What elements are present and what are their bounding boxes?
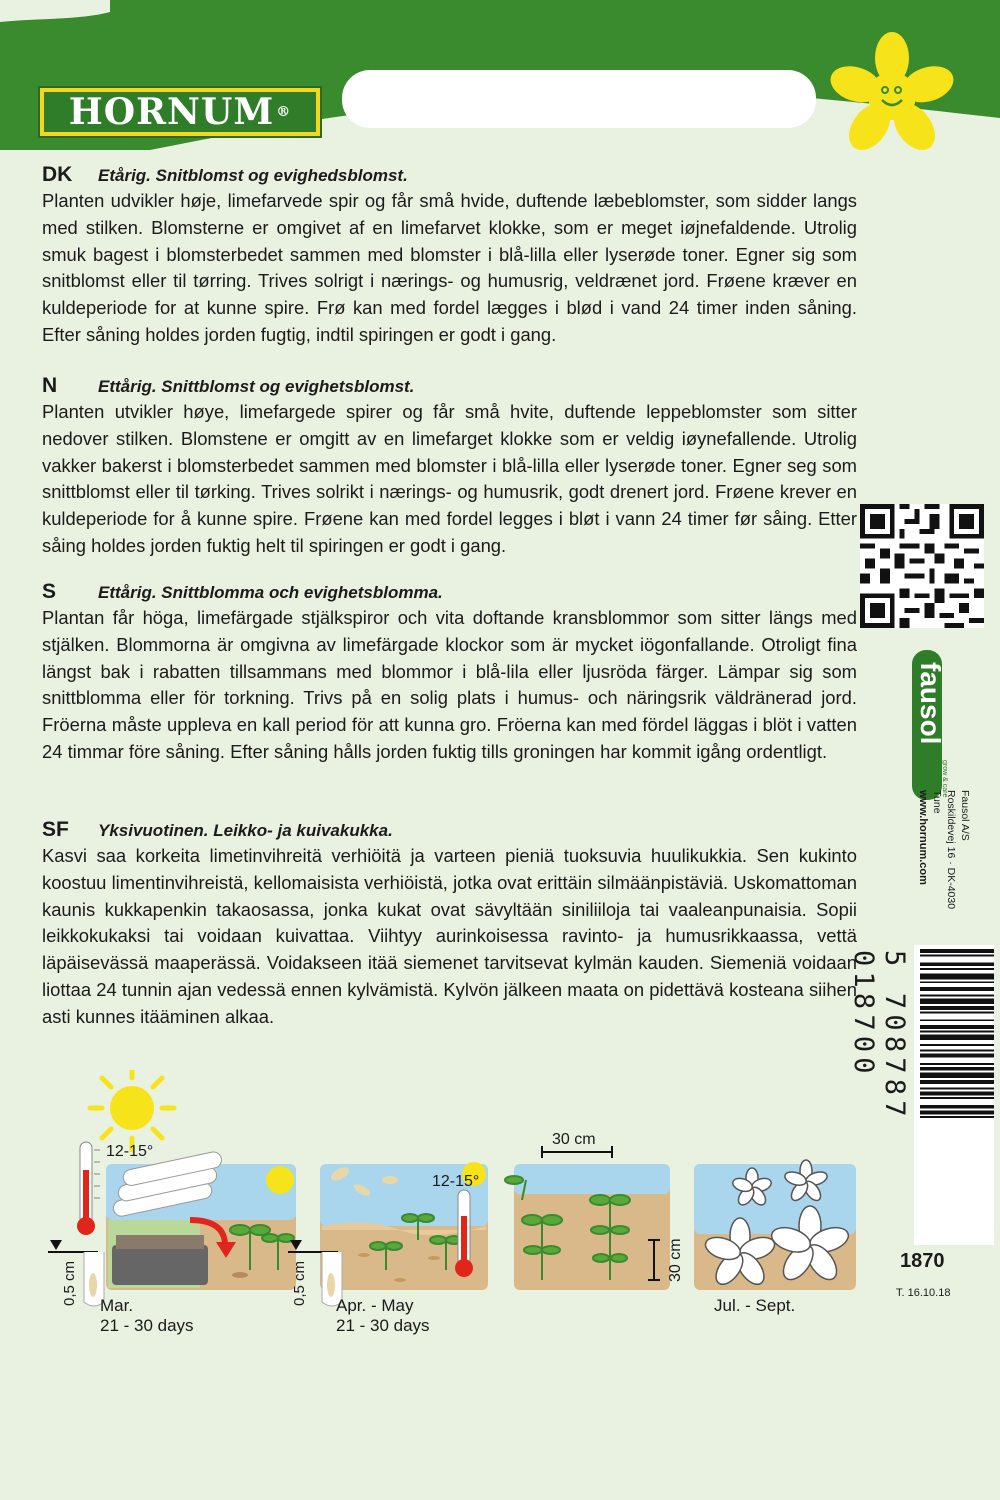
barcode-digits-container: [848, 950, 910, 1250]
barcode-bar: [920, 1019, 994, 1021]
address-url: www.hornum.com: [917, 790, 929, 885]
barcode-bar: [920, 1031, 994, 1033]
barcode-bar: [920, 1067, 994, 1071]
step3-thinning: [505, 1146, 670, 1290]
temperature-label-2: 12-15°: [432, 1173, 480, 1190]
barcode-bar: [920, 968, 994, 970]
brand-name: HORNUM: [68, 91, 275, 133]
smiling-flower-icon: [820, 30, 970, 160]
barcode-bar: [920, 1012, 994, 1014]
sun-icon: [90, 1070, 174, 1150]
barcode-digits: 5 708787 018700: [848, 950, 910, 1122]
barcode-bar: [920, 962, 994, 966]
barcode-bar: [920, 974, 994, 980]
section-body: Planten udvikler høje, limefarvede spir og får små hvide, duftende læbeblomster, som sidder langs med stilken. Blomsterne er omgivet af en limefarvet klokke, som er meget iøjnefaldende. Utrolig smuk bagest i blomsterbedet sammen med blomster i blå-lilla eller lyserøde toner. Egner sig som snitblomst eller til tørring. Trives solrigt i nærings- og humusrig, veldrænet jord. Frøene kræver en kuldeperiode for at kunne spire. Frø kan med fordel lægges i blød i vand 24 timer inden såning. Efter såning holdes jorden fugtig, indtil spiringen er godt i gang.: [42, 190, 857, 345]
barcode-bar: [920, 995, 994, 997]
fausol-tagline: grow & care: [941, 760, 948, 798]
barcode-bar: [920, 1105, 994, 1109]
barcode-bar: [920, 998, 994, 1004]
qr-code: [860, 504, 984, 628]
section-subtitle: Ettårig. Snittblomst og evighetsblomst.: [98, 377, 415, 396]
lang-code: S: [42, 580, 57, 603]
print-date: T. 16.10.18: [896, 1287, 951, 1299]
thermometer-icon: [77, 1142, 100, 1235]
fausol-logo: [908, 650, 948, 800]
thermometer-icon: [455, 1190, 473, 1277]
section-body: Planten utvikler høye, limefargede spirer og får små hvite, duftende leppeblomster som sitter nedover stilken. Blomstene er omgitt av en limefarget klokke som er veldig iøynefallende. Utrolig vakker bakerst i blomsterbedet sammen med blomster i blå-lilla eller lyserøde toner. Egner seg som snittblomst eller til tørking. Trives solrikt i nærings- og humusrik, godt drenert jord. Frøene krever en kuldeperiode for å kunne spire. Frøene kan med fordel legges i bløt i vann 24 timer før såing. Etter såing holdes jorden fuktig helt til spiringen er godt i gang.: [42, 401, 857, 556]
fausol-wordmark: fausol: [915, 662, 946, 745]
barcode-bar: [920, 1080, 994, 1084]
step4-month: Jul. - Sept.: [714, 1296, 796, 1315]
barcode-bar: [920, 1035, 994, 1041]
barcode-bar: [920, 1063, 994, 1065]
depth-label-2: 0,5 cm: [291, 1260, 308, 1306]
step2-caption: [336, 1296, 430, 1336]
step4-flowering: [694, 1160, 856, 1290]
section-dk: [42, 163, 857, 349]
spacing-side-label: 30 cm: [667, 1238, 684, 1282]
address-street: Roskildevej 16 · DK-4030 Tune: [931, 790, 957, 910]
step2-days: 21 - 30 days: [336, 1316, 430, 1335]
barcode-bar: [920, 949, 994, 953]
barcode-bar: [920, 1097, 994, 1099]
depth-label-1: 0,5 cm: [61, 1260, 78, 1306]
barcode-bar: [920, 1088, 994, 1090]
spacing-top-label: 30 cm: [552, 1131, 596, 1148]
lang-code: SF: [42, 818, 69, 841]
barcode-bar: [920, 1006, 994, 1010]
barcode-bar: [920, 1050, 994, 1052]
address-company: Fausol A/S: [959, 790, 971, 841]
section-subtitle: Ettårig. Snittblomma och evighetsblomma.: [98, 583, 443, 602]
product-code: 1870: [900, 1250, 945, 1272]
step1-indoor-sowing: [106, 1150, 296, 1290]
step2-month: Apr. - May: [336, 1296, 414, 1315]
lang-code: N: [42, 374, 58, 397]
section-n: [42, 374, 857, 560]
section-sf: [42, 818, 857, 1031]
hornum-logo: [38, 86, 322, 138]
section-subtitle: Etårig. Snitblomst og evighedsblomst.: [98, 166, 408, 185]
barcode-bar: [920, 987, 994, 991]
lang-code: DK: [42, 163, 73, 186]
barcode-bar: [920, 1044, 994, 1046]
barcode-bar: [920, 1116, 994, 1118]
section-subtitle: Yksivuotinen. Leikko- ja kuivakukka.: [98, 821, 393, 840]
registered-mark: ®: [276, 104, 292, 120]
step4-caption: [714, 1296, 795, 1316]
step1-month: Mar.: [100, 1296, 134, 1315]
barcode-bar: [920, 955, 994, 957]
section-body: Plantan får höga, limefärgade stjälkspiror och vita doftande kransblommor som sitter längs med stjälken. Blommorna är omgivna av limefärgade klockor som är mycket iögonfallande. Otroligt fina längst bak i rabatten tillsammans med blommor i blå-lila eller ljusröda färger. Lämpar sig som snittblomma eller för torkning. Trivs på en solig plats i humus- och näringsrik väldränerad jord. Fröerna måste uppleva en kall period för att kunna gro. Fröerna kan med fördel läggas i blöt i vatten 24 timmar före såning. Efter såning hålls jorden fuktig tills groningen har kommit igång ordentligt.: [42, 607, 857, 762]
barcode-bar: [920, 981, 994, 983]
section-s: [42, 580, 857, 766]
temperature-label-1: 12-15°: [106, 1143, 154, 1160]
barcode-bar: [920, 1073, 994, 1079]
barcode-bar: [920, 1092, 994, 1096]
step1-caption: [100, 1296, 194, 1336]
header: [0, 0, 1000, 150]
barcode-bar: [920, 1025, 994, 1029]
company-address: [912, 790, 972, 930]
barcode-bar: [920, 1054, 994, 1058]
barcode-bar: [920, 1111, 994, 1115]
product-name-label: [342, 70, 816, 128]
section-body: Kasvi saa korkeita limetinvihreitä verhiöitä ja varteen pieniä tuoksuvia huulikukkia. Sen kukinto koostuu limentinvihreistä, kellomaisista verhiöistä, jotka ovat erittäin silmäänpistäviä. Uskomattoman kaunis kukkapenkin takaosassa, jonka kukat ovat sävyltään siniliiloja tai vaaleanpunaisia. Sopii leikkokukaksi tai voidaan kuivattaa. Viihtyy aurinkoisessa ravinto- ja humusrikkaassa, vettä läpäisevässä maaperässä. Voidakseen itää siemenet tarvitsevat kylmän kauden. Siemeniä voidaan liottaa 24 tunnin ajan vedessä ennen kylvämistä. Kylvön jälkeen maata on pidettävä kosteana siihen asti kunnes itääminen alkaa.: [42, 845, 857, 1027]
step1-days: 21 - 30 days: [100, 1316, 194, 1335]
